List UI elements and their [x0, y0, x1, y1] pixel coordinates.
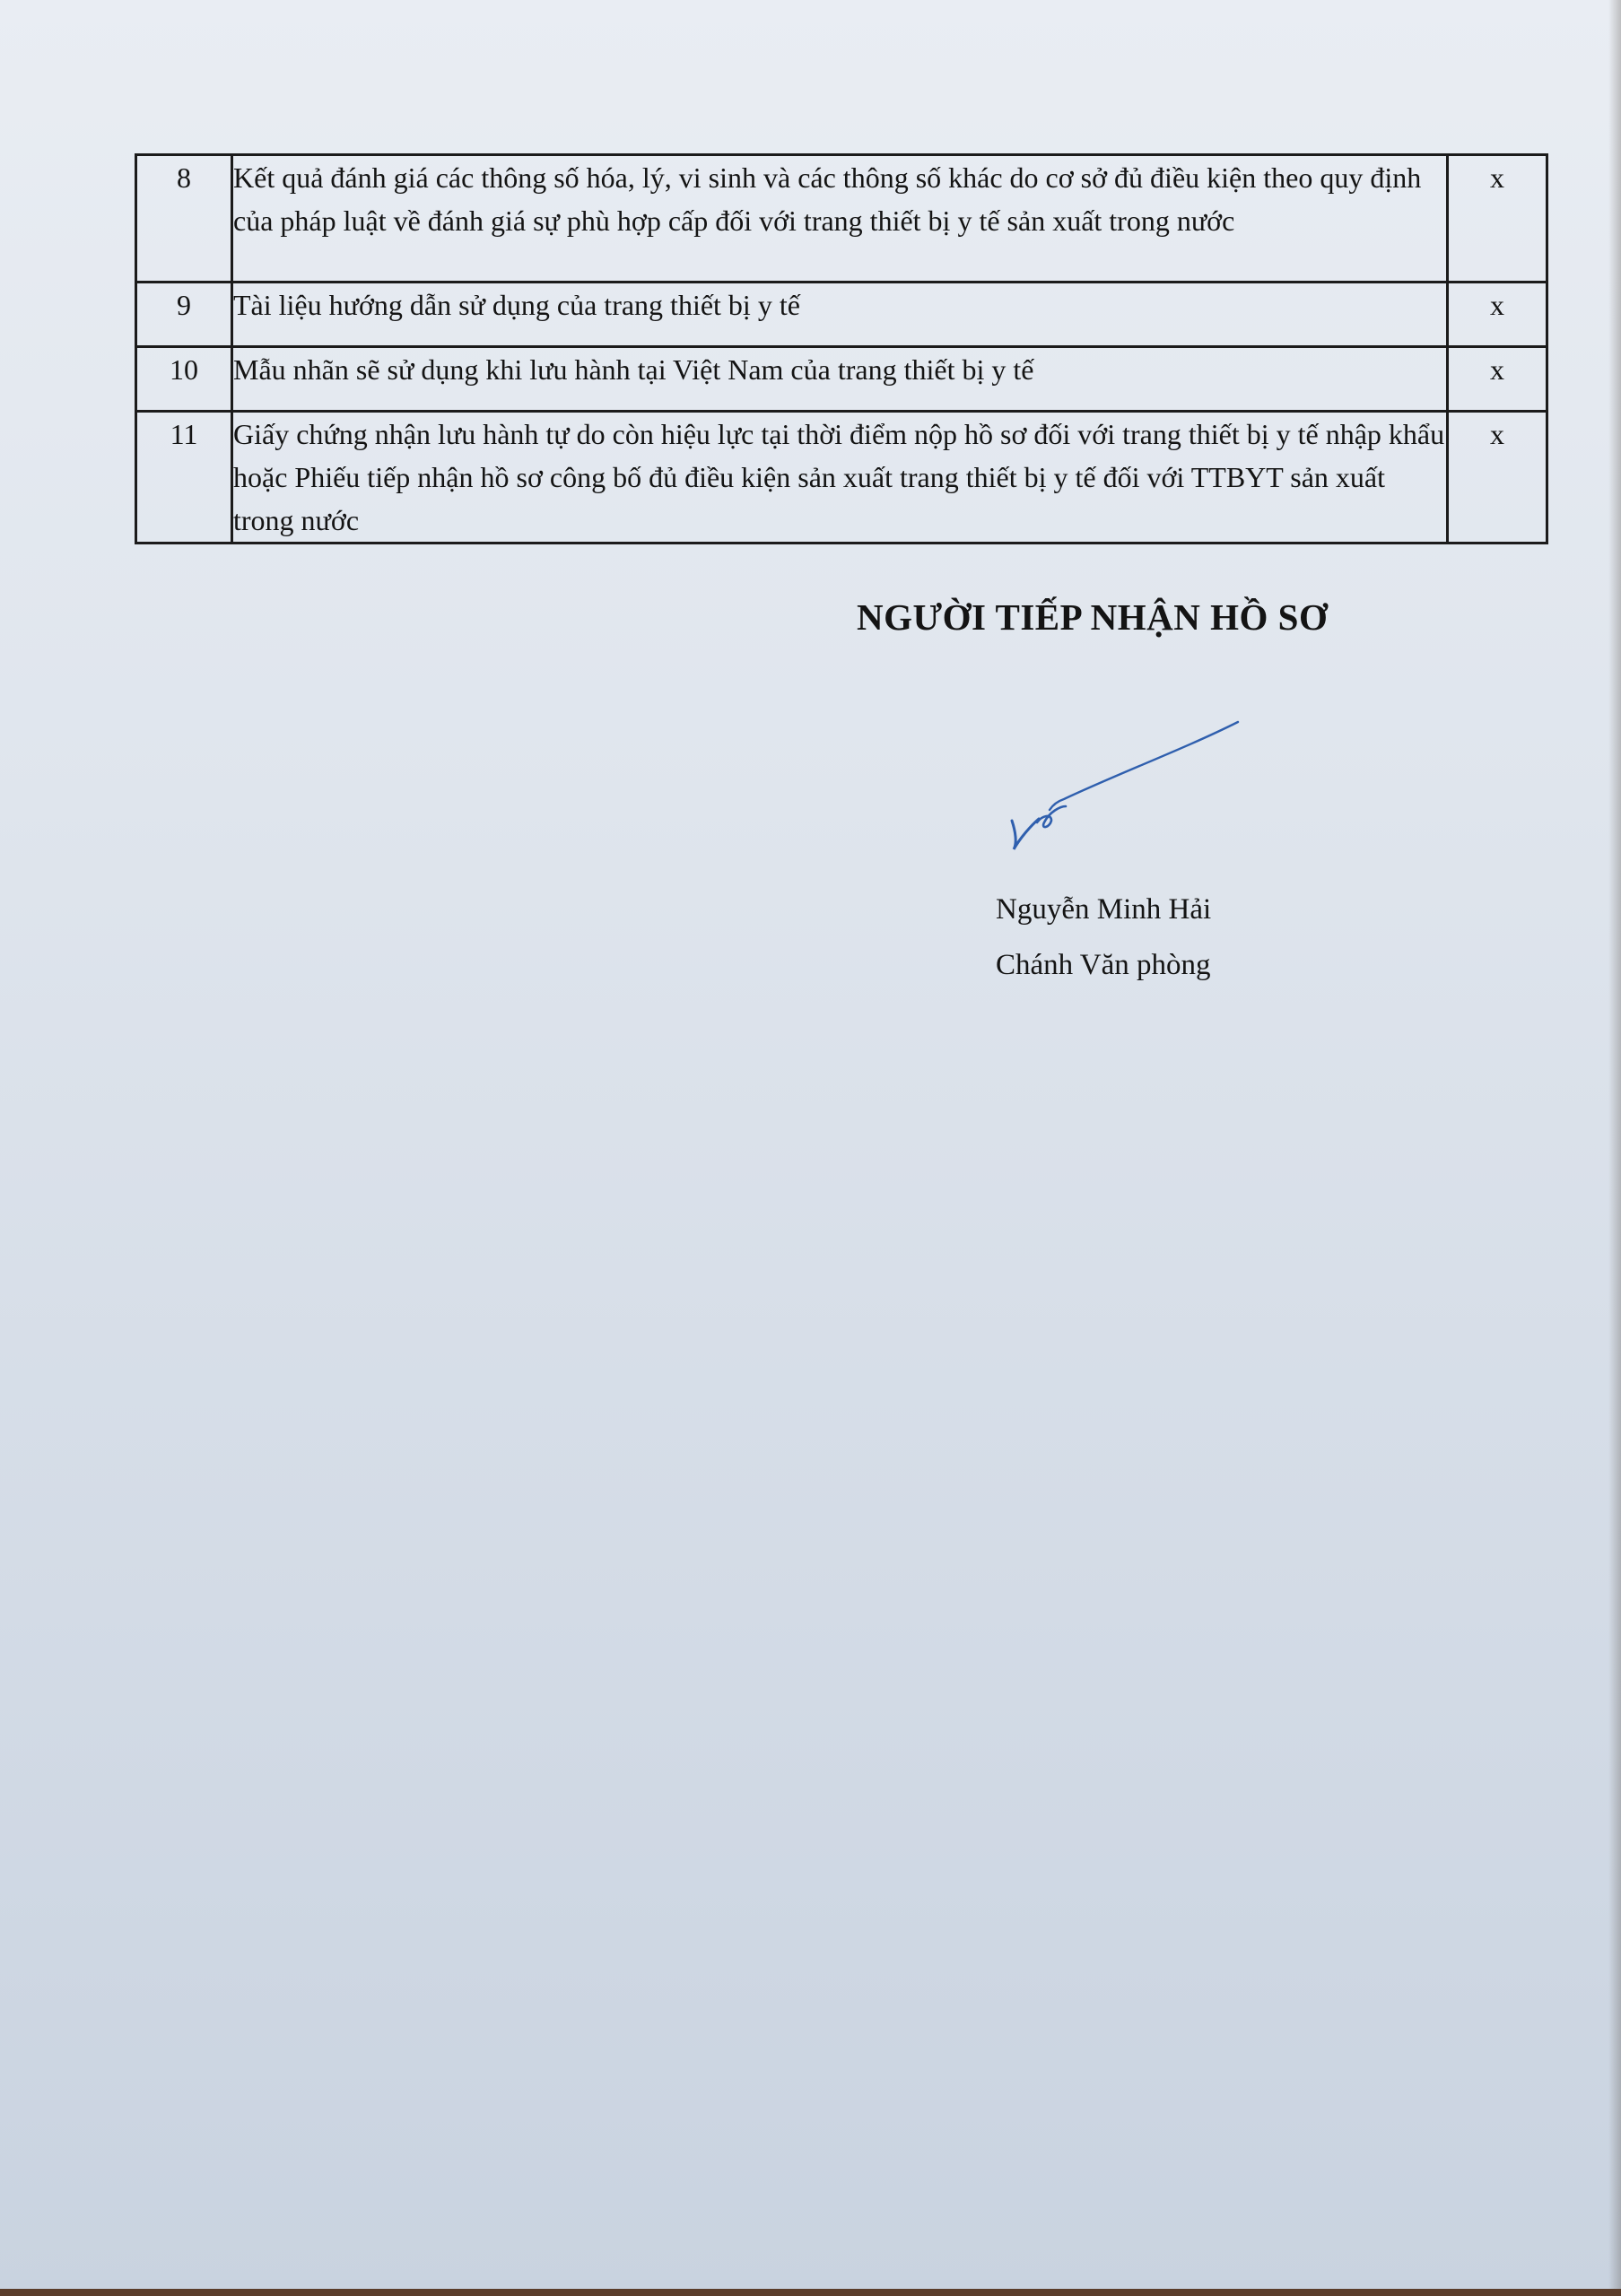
row-number: 11: [136, 412, 232, 544]
table-row: [136, 347, 1547, 412]
signer-name: Nguyễn Minh Hải: [996, 893, 1212, 926]
document-checklist-table: [135, 153, 1548, 544]
row-number: 10: [136, 347, 232, 412]
row-content: Tài liệu hướng dẫn sử dụng của trang thiết bị y tế: [232, 283, 1448, 347]
handwritten-signature: [996, 713, 1247, 865]
background-surface: [0, 2289, 1621, 2296]
signer-title: Chánh Văn phòng: [996, 949, 1211, 981]
row-content: Mẫu nhãn sẽ sử dụng khi lưu hành tại Việt Nam của trang thiết bị y tế: [232, 347, 1448, 412]
row-check-mark: x: [1448, 347, 1547, 412]
row-content: Kết quả đánh giá các thông số hóa, lý, vi sinh và các thông số khác do cơ sở đủ điều kiện theo quy định của pháp luật về đánh giá sự phù hợp cấp đối với trang thiết bị y tế sản xuất trong nước: [232, 155, 1448, 283]
row-check-mark: x: [1448, 283, 1547, 347]
row-content: Giấy chứng nhận lưu hành tự do còn hiệu lực tại thời điểm nộp hồ sơ đối với trang thiết bị y tế nhập khẩu hoặc Phiếu tiếp nhận hồ sơ công bố đủ điều kiện sản xuất trang thiết bị y tế đối với TTBYT sản xuất trong nước: [232, 412, 1448, 544]
row-number: 9: [136, 283, 232, 347]
table-row: [136, 155, 1547, 283]
paper-edge-shadow: [1608, 0, 1621, 2292]
row-check-mark: x: [1448, 155, 1547, 283]
table-row: [136, 412, 1547, 544]
signer-role-heading: NGƯỜI TIẾP NHẬN HỒ SƠ: [857, 596, 1329, 638]
table-row: [136, 283, 1547, 347]
row-number: 8: [136, 155, 232, 283]
row-check-mark: x: [1448, 412, 1547, 544]
